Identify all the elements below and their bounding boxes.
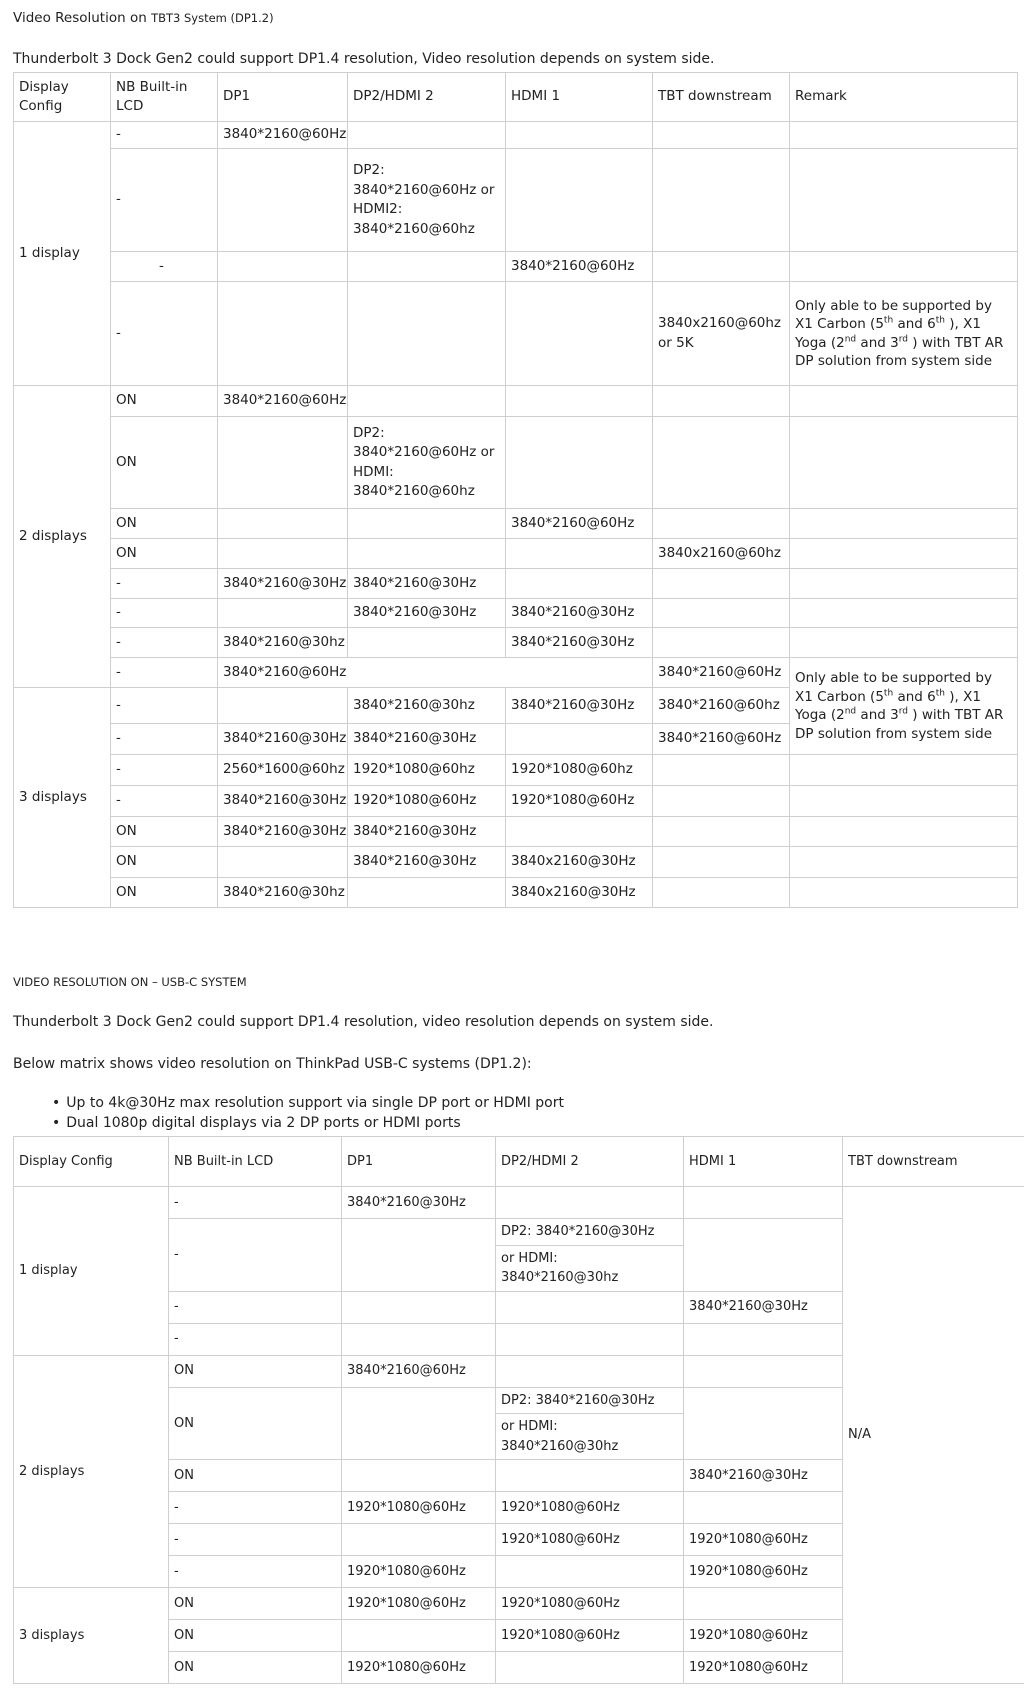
- dp2-hdmi2-cell: 1920*1080@60Hz: [496, 1492, 684, 1524]
- dp2-hdmi2-cell: 1920*1080@60Hz: [496, 1588, 684, 1620]
- remark-cell: [790, 878, 1018, 908]
- hdmi1-cell: [506, 417, 653, 509]
- dp2-hdmi2-cell: 3840*2160@30Hz: [348, 599, 506, 628]
- dp1-cell: 3840*2160@30Hz: [342, 1187, 496, 1219]
- remark-text: and 3: [856, 707, 899, 723]
- dp2-hdmi2-cell-line: 3840*2160@60hz: [353, 483, 475, 499]
- tbt-downstream-cell: [653, 786, 790, 817]
- table-row: [14, 252, 1018, 282]
- dp2-hdmi2-cell: 1920*1080@60Hz: [496, 1524, 684, 1556]
- dp2-hdmi2-cell: 3840*2160@30Hz: [348, 724, 506, 755]
- table-row: [14, 628, 1018, 658]
- dp2-hdmi2-cell: [348, 252, 506, 282]
- dp1-cell: [218, 847, 348, 878]
- nb-lcd-cell: -: [111, 658, 218, 688]
- table-row: [14, 122, 1018, 149]
- tbt-downstream-cell: [653, 122, 790, 149]
- nb-lcd-cell: -: [169, 1219, 342, 1292]
- tbt-downstream-cell: [653, 628, 790, 658]
- nb-lcd-cell: ON: [169, 1588, 342, 1620]
- dp2-hdmi2-cell: [348, 122, 506, 149]
- nb-lcd-cell: ON: [169, 1620, 342, 1652]
- section2-bullet-list: [52, 1093, 564, 1133]
- display-config-cell: 2 displays: [14, 386, 111, 688]
- dp2-hdmi2-cell-line: DP2:: [353, 424, 385, 441]
- column-header: Display Config: [14, 1137, 169, 1187]
- hdmi1-cell: [506, 569, 653, 599]
- nb-lcd-cell: -: [169, 1492, 342, 1524]
- dp1-cell: [218, 282, 348, 386]
- table-row: [14, 847, 1018, 878]
- nb-lcd-cell: -: [111, 688, 218, 724]
- dp1-cell: 3840*2160@60Hz: [218, 386, 348, 417]
- nb-lcd-cell: -: [169, 1187, 342, 1219]
- table-row: [14, 599, 1018, 628]
- tbt-downstream-cell: 3840x2160@60hz: [653, 539, 790, 569]
- nb-lcd-cell: -: [111, 724, 218, 755]
- dp2-hdmi2-cell: 1920*1080@60hz: [348, 755, 506, 786]
- table-header-row: [14, 1137, 1024, 1187]
- dp1-cell: [342, 1387, 496, 1460]
- remark-cell: [790, 817, 1018, 847]
- dp1-cell: 3840*2160@60Hz: [342, 1355, 496, 1387]
- remark-cell: [790, 509, 1018, 539]
- dp2-hdmi2-cell-line: HDMI:: [353, 463, 394, 480]
- dp2-hdmi2-cell: DP2: 3840*2160@30Hz: [496, 1387, 684, 1414]
- remark-text: nd: [844, 706, 857, 717]
- hdmi1-cell: 3840x2160@30Hz: [506, 847, 653, 878]
- column-header: HDMI 1: [684, 1137, 843, 1187]
- dp1-cell: 1920*1080@60Hz: [342, 1492, 496, 1524]
- remark-text: and 6: [893, 316, 936, 332]
- table-row: [14, 417, 1018, 509]
- remark-cell: [790, 847, 1018, 878]
- dp2-hdmi2-cell: or HDMI: 3840*2160@30hz: [496, 1414, 684, 1460]
- column-header: TBT downstream: [653, 73, 790, 122]
- remark-cell: [790, 282, 1018, 386]
- remark-cell: [790, 252, 1018, 282]
- table-row: [14, 569, 1018, 599]
- tbt-downstream-cell: [653, 252, 790, 282]
- remark-text: and 6: [893, 688, 936, 705]
- nb-lcd-cell: ON: [169, 1652, 342, 1684]
- remark-text: th: [883, 688, 894, 698]
- dp2-hdmi2-cell-line: DP2:: [353, 162, 385, 178]
- display-config-cell: 3 displays: [14, 688, 111, 908]
- dp2-hdmi2-cell: 3840*2160@30Hz: [348, 847, 506, 878]
- hdmi1-cell: 3840*2160@30Hz: [684, 1291, 843, 1323]
- hdmi1-cell: [506, 724, 653, 755]
- hdmi1-cell: 1920*1080@60Hz: [506, 786, 653, 817]
- nb-lcd-cell: -: [111, 149, 218, 252]
- column-header: DP1: [218, 73, 348, 122]
- nb-lcd-cell: -: [111, 599, 218, 628]
- remark-text: ) with TBT AR DP solution from system side: [795, 334, 1004, 369]
- hdmi1-cell: 3840*2160@30Hz: [684, 1460, 843, 1492]
- nb-lcd-cell: -: [169, 1323, 342, 1355]
- dp1-cell: [218, 688, 348, 724]
- remark-text: Only able to be supported by X1 Carbon (5: [795, 297, 992, 332]
- dp2-hdmi2-cell: [348, 628, 506, 658]
- column-header: Display Config: [14, 73, 111, 122]
- table-row: [14, 149, 1018, 252]
- nb-lcd-cell: ON: [111, 847, 218, 878]
- hdmi1-cell: [506, 386, 653, 417]
- dp1-cell: [342, 1323, 496, 1355]
- column-header: HDMI 1: [506, 73, 653, 122]
- hdmi1-cell: 3840*2160@30Hz: [506, 628, 653, 658]
- remark-text: th: [935, 688, 945, 698]
- dp1-cell: [342, 1620, 496, 1652]
- dp1-cell: 3840*2160@30Hz: [218, 786, 348, 817]
- tbt-downstream-cell-line: or 5K: [658, 334, 694, 351]
- dp2-hdmi2-cell: [348, 149, 506, 252]
- hdmi1-cell: 3840*2160@60Hz: [506, 509, 653, 539]
- remark-cell: [790, 569, 1018, 599]
- hdmi1-cell: [684, 1387, 843, 1460]
- dp2-hdmi2-cell: [496, 1460, 684, 1492]
- nb-lcd-cell: ON: [169, 1460, 342, 1492]
- dp2-hdmi2-cell: [496, 1187, 684, 1219]
- hdmi1-cell: [684, 1492, 843, 1524]
- remark-text: ), X1 Yoga (2: [795, 688, 981, 723]
- remark-text: ), X1 Yoga (2: [795, 316, 981, 351]
- dp1-cell: [218, 539, 348, 569]
- dp2-hdmi2-cell: [496, 1652, 684, 1684]
- tbt-downstream-cell: [653, 817, 790, 847]
- dp2-hdmi2-cell: 1920*1080@60Hz: [496, 1620, 684, 1652]
- dp2-hdmi2-cell: [496, 1291, 684, 1323]
- column-header: DP2/HDMI 2: [496, 1137, 684, 1187]
- dp2-hdmi2-cell: or HDMI: 3840*2160@30hz: [496, 1245, 684, 1291]
- dp2-hdmi2-cell-line: HDMI2:: [353, 201, 403, 217]
- dp1-cell: [218, 599, 348, 628]
- nb-lcd-cell: ON: [169, 1387, 342, 1460]
- tbt-downstream-cell: [653, 599, 790, 628]
- section1-intro: Thunderbolt 3 Dock Gen2 could support DP1.4 resolution, Video resolution depends on system side.: [13, 51, 715, 67]
- hdmi1-cell: [506, 817, 653, 847]
- dp2-hdmi2-cell: [496, 1323, 684, 1355]
- dp2-hdmi2-cell: 3840*2160@30hz: [348, 688, 506, 724]
- table-row: [14, 1187, 1024, 1219]
- hdmi1-cell: [684, 1219, 843, 1292]
- table-row: [14, 509, 1018, 539]
- tbt-downstream-cell: [653, 755, 790, 786]
- tbt-downstream-cell: [653, 878, 790, 908]
- remark-text: th: [935, 315, 945, 326]
- dp2-hdmi2-cell: 3840*2160@30Hz: [348, 817, 506, 847]
- nb-lcd-cell: ON: [111, 878, 218, 908]
- nb-lcd-cell: -: [111, 786, 218, 817]
- nb-lcd-cell: -: [111, 628, 218, 658]
- dp1-cell: 2560*1600@60hz: [218, 755, 348, 786]
- dp1-cell: 3840*2160@30Hz: [218, 724, 348, 755]
- remark-text: and 3: [856, 334, 899, 351]
- dp2-hdmi2-cell-line: 3840*2160@60hz: [353, 220, 475, 237]
- remark-text: ) with TBT AR DP solution from system side: [795, 707, 1004, 742]
- tbt-downstream-cell: [653, 569, 790, 599]
- dp1-cell: [218, 252, 348, 282]
- dp2-hdmi2-cell: [348, 417, 506, 509]
- nb-lcd-cell: ON: [111, 539, 218, 569]
- dp1-cell: [342, 1524, 496, 1556]
- tbt3-resolution-table: [13, 72, 1018, 908]
- remark-cell: [790, 628, 1018, 658]
- dp2-hdmi2-cell: [348, 386, 506, 417]
- remark-text: nd: [844, 334, 857, 344]
- remark-cell: [790, 539, 1018, 569]
- dp2-hdmi2-cell: 1920*1080@60Hz: [348, 786, 506, 817]
- dp2-hdmi2-cell: [496, 1556, 684, 1588]
- column-header: DP1: [342, 1137, 496, 1187]
- remark-cell: [790, 122, 1018, 149]
- dp1-cell: 3840*2160@30Hz: [218, 817, 348, 847]
- dp1-merged-cell: 3840*2160@60Hz: [218, 658, 653, 688]
- nb-lcd-cell: ON: [111, 386, 218, 417]
- table-row: [14, 817, 1018, 847]
- remark-cell: [790, 786, 1018, 817]
- table-header-row: [14, 73, 1018, 122]
- nb-lcd-cell: -: [111, 282, 218, 386]
- dp1-cell: 1920*1080@60Hz: [342, 1588, 496, 1620]
- hdmi1-cell: 1920*1080@60Hz: [684, 1524, 843, 1556]
- remark-cell: [790, 149, 1018, 252]
- tbt-downstream-cell: [653, 282, 790, 386]
- dp1-cell: [342, 1291, 496, 1323]
- dp1-cell: 1920*1080@60Hz: [342, 1652, 496, 1684]
- nb-lcd-cell: ON: [111, 417, 218, 509]
- hdmi1-cell: 3840x2160@30Hz: [506, 878, 653, 908]
- column-header: TBT downstream: [843, 1137, 1024, 1187]
- hdmi1-cell: [506, 282, 653, 386]
- hdmi1-cell: [684, 1588, 843, 1620]
- remark-cell: [790, 417, 1018, 509]
- hdmi1-cell: 3840*2160@30Hz: [506, 688, 653, 724]
- hdmi1-cell: 1920*1080@60Hz: [684, 1556, 843, 1588]
- remark-cell: [790, 755, 1018, 786]
- remark-cell: [790, 599, 1018, 628]
- tbt-downstream-cell: 3840*2160@60hz: [653, 688, 790, 724]
- hdmi1-cell: 1920*1080@60hz: [506, 755, 653, 786]
- hdmi1-cell: 1920*1080@60Hz: [684, 1620, 843, 1652]
- column-header: DP2/HDMI 2: [348, 73, 506, 122]
- dp1-cell: [218, 509, 348, 539]
- hdmi1-cell: [684, 1355, 843, 1387]
- nb-lcd-cell: -: [111, 755, 218, 786]
- nb-lcd-cell: -: [169, 1524, 342, 1556]
- display-config-cell: 1 display: [14, 1187, 169, 1356]
- display-config-cell: 3 displays: [14, 1588, 169, 1684]
- hdmi1-cell: [684, 1323, 843, 1355]
- table-row: [14, 878, 1018, 908]
- table-row: [14, 282, 1018, 386]
- nb-lcd-cell: ON: [111, 817, 218, 847]
- hdmi1-cell: 3840*2160@60Hz: [506, 252, 653, 282]
- tbt-downstream-cell-line: 3840x2160@60hz: [658, 315, 782, 331]
- remark-text: Only able to be supported by X1 Carbon (5: [795, 670, 992, 705]
- section1-title: [13, 10, 274, 26]
- remark-text: rd: [898, 706, 908, 717]
- dp1-cell: 1920*1080@60Hz: [342, 1556, 496, 1588]
- dp1-cell: [342, 1460, 496, 1492]
- hdmi1-cell: [506, 122, 653, 149]
- tbt-downstream-cell: [653, 386, 790, 417]
- hdmi1-cell: [506, 149, 653, 252]
- dp2-hdmi2-cell: [496, 1355, 684, 1387]
- hdmi1-cell: 3840*2160@30Hz: [506, 599, 653, 628]
- dp2-hdmi2-cell: [348, 539, 506, 569]
- dp1-cell: [218, 149, 348, 252]
- tbt-downstream-cell: [653, 847, 790, 878]
- tbt-downstream-cell: [653, 417, 790, 509]
- tbt-downstream-cell: 3840*2160@60Hz: [653, 724, 790, 755]
- table-row: [14, 755, 1018, 786]
- dp2-hdmi2-cell-line: 3840*2160@60Hz or: [353, 181, 495, 198]
- dp1-cell: [218, 417, 348, 509]
- tbt-downstream-cell: [653, 509, 790, 539]
- table-row: [14, 386, 1018, 417]
- nb-lcd-cell: -: [111, 252, 218, 282]
- tbt-downstream-cell: N/A: [843, 1187, 1024, 1684]
- hdmi1-cell: [684, 1187, 843, 1219]
- section1-title-small: TBT3 System (DP1.2): [151, 11, 274, 25]
- dp2-hdmi2-cell: [348, 878, 506, 908]
- remark-cell: [790, 658, 1018, 755]
- hdmi1-cell: [506, 539, 653, 569]
- dp2-hdmi2-cell: 3840*2160@30Hz: [348, 569, 506, 599]
- dp1-cell: 3840*2160@30hz: [218, 628, 348, 658]
- dp1-cell: 3840*2160@60Hz: [218, 122, 348, 149]
- dp1-cell: [342, 1219, 496, 1292]
- section2-matrix-intro: Below matrix shows video resolution on ThinkPad USB-C systems (DP1.2):: [13, 1056, 532, 1072]
- bullet-item: • Up to 4k@30Hz max resolution support via single DP port or HDMI port: [52, 1093, 564, 1113]
- table-row: [14, 658, 1018, 688]
- remark-text: th: [883, 315, 894, 326]
- tbt-downstream-cell: [653, 149, 790, 252]
- display-config-cell: 2 displays: [14, 1355, 169, 1588]
- nb-lcd-cell: -: [169, 1556, 342, 1588]
- section2-intro: Thunderbolt 3 Dock Gen2 could support DP1.4 resolution, video resolution depends on system side.: [13, 1014, 714, 1030]
- dp1-cell: 3840*2160@30hz: [218, 878, 348, 908]
- usbc-resolution-table: [13, 1136, 1024, 1684]
- section1-title-main: Video Resolution on: [13, 10, 152, 26]
- column-header: Remark: [790, 73, 1018, 122]
- table-row: [14, 786, 1018, 817]
- tbt-downstream-cell: 3840*2160@60Hz: [653, 658, 790, 688]
- dp1-cell: 3840*2160@30Hz: [218, 569, 348, 599]
- hdmi1-cell: 1920*1080@60Hz: [684, 1652, 843, 1684]
- dp2-hdmi2-cell: DP2: 3840*2160@30Hz: [496, 1219, 684, 1246]
- dp2-hdmi2-cell: [348, 282, 506, 386]
- remark-cell: [790, 386, 1018, 417]
- column-header: NB Built-in LCD: [111, 73, 218, 122]
- remark-text: rd: [898, 334, 908, 344]
- nb-lcd-cell: -: [111, 122, 218, 149]
- nb-lcd-cell: ON: [169, 1355, 342, 1387]
- bullet-item: • Dual 1080p digital displays via 2 DP ports or HDMI ports: [52, 1113, 564, 1133]
- nb-lcd-cell: ON: [111, 509, 218, 539]
- column-header: NB Built-in LCD: [169, 1137, 342, 1187]
- table-row: [14, 539, 1018, 569]
- nb-lcd-cell: -: [111, 569, 218, 599]
- section2-title: VIDEO RESOLUTION ON – USB-C SYSTEM: [13, 975, 247, 989]
- dp2-hdmi2-cell-line: 3840*2160@60Hz or: [353, 444, 495, 460]
- dp2-hdmi2-cell: [348, 509, 506, 539]
- display-config-cell: 1 display: [14, 122, 111, 386]
- nb-lcd-cell: -: [169, 1291, 342, 1323]
